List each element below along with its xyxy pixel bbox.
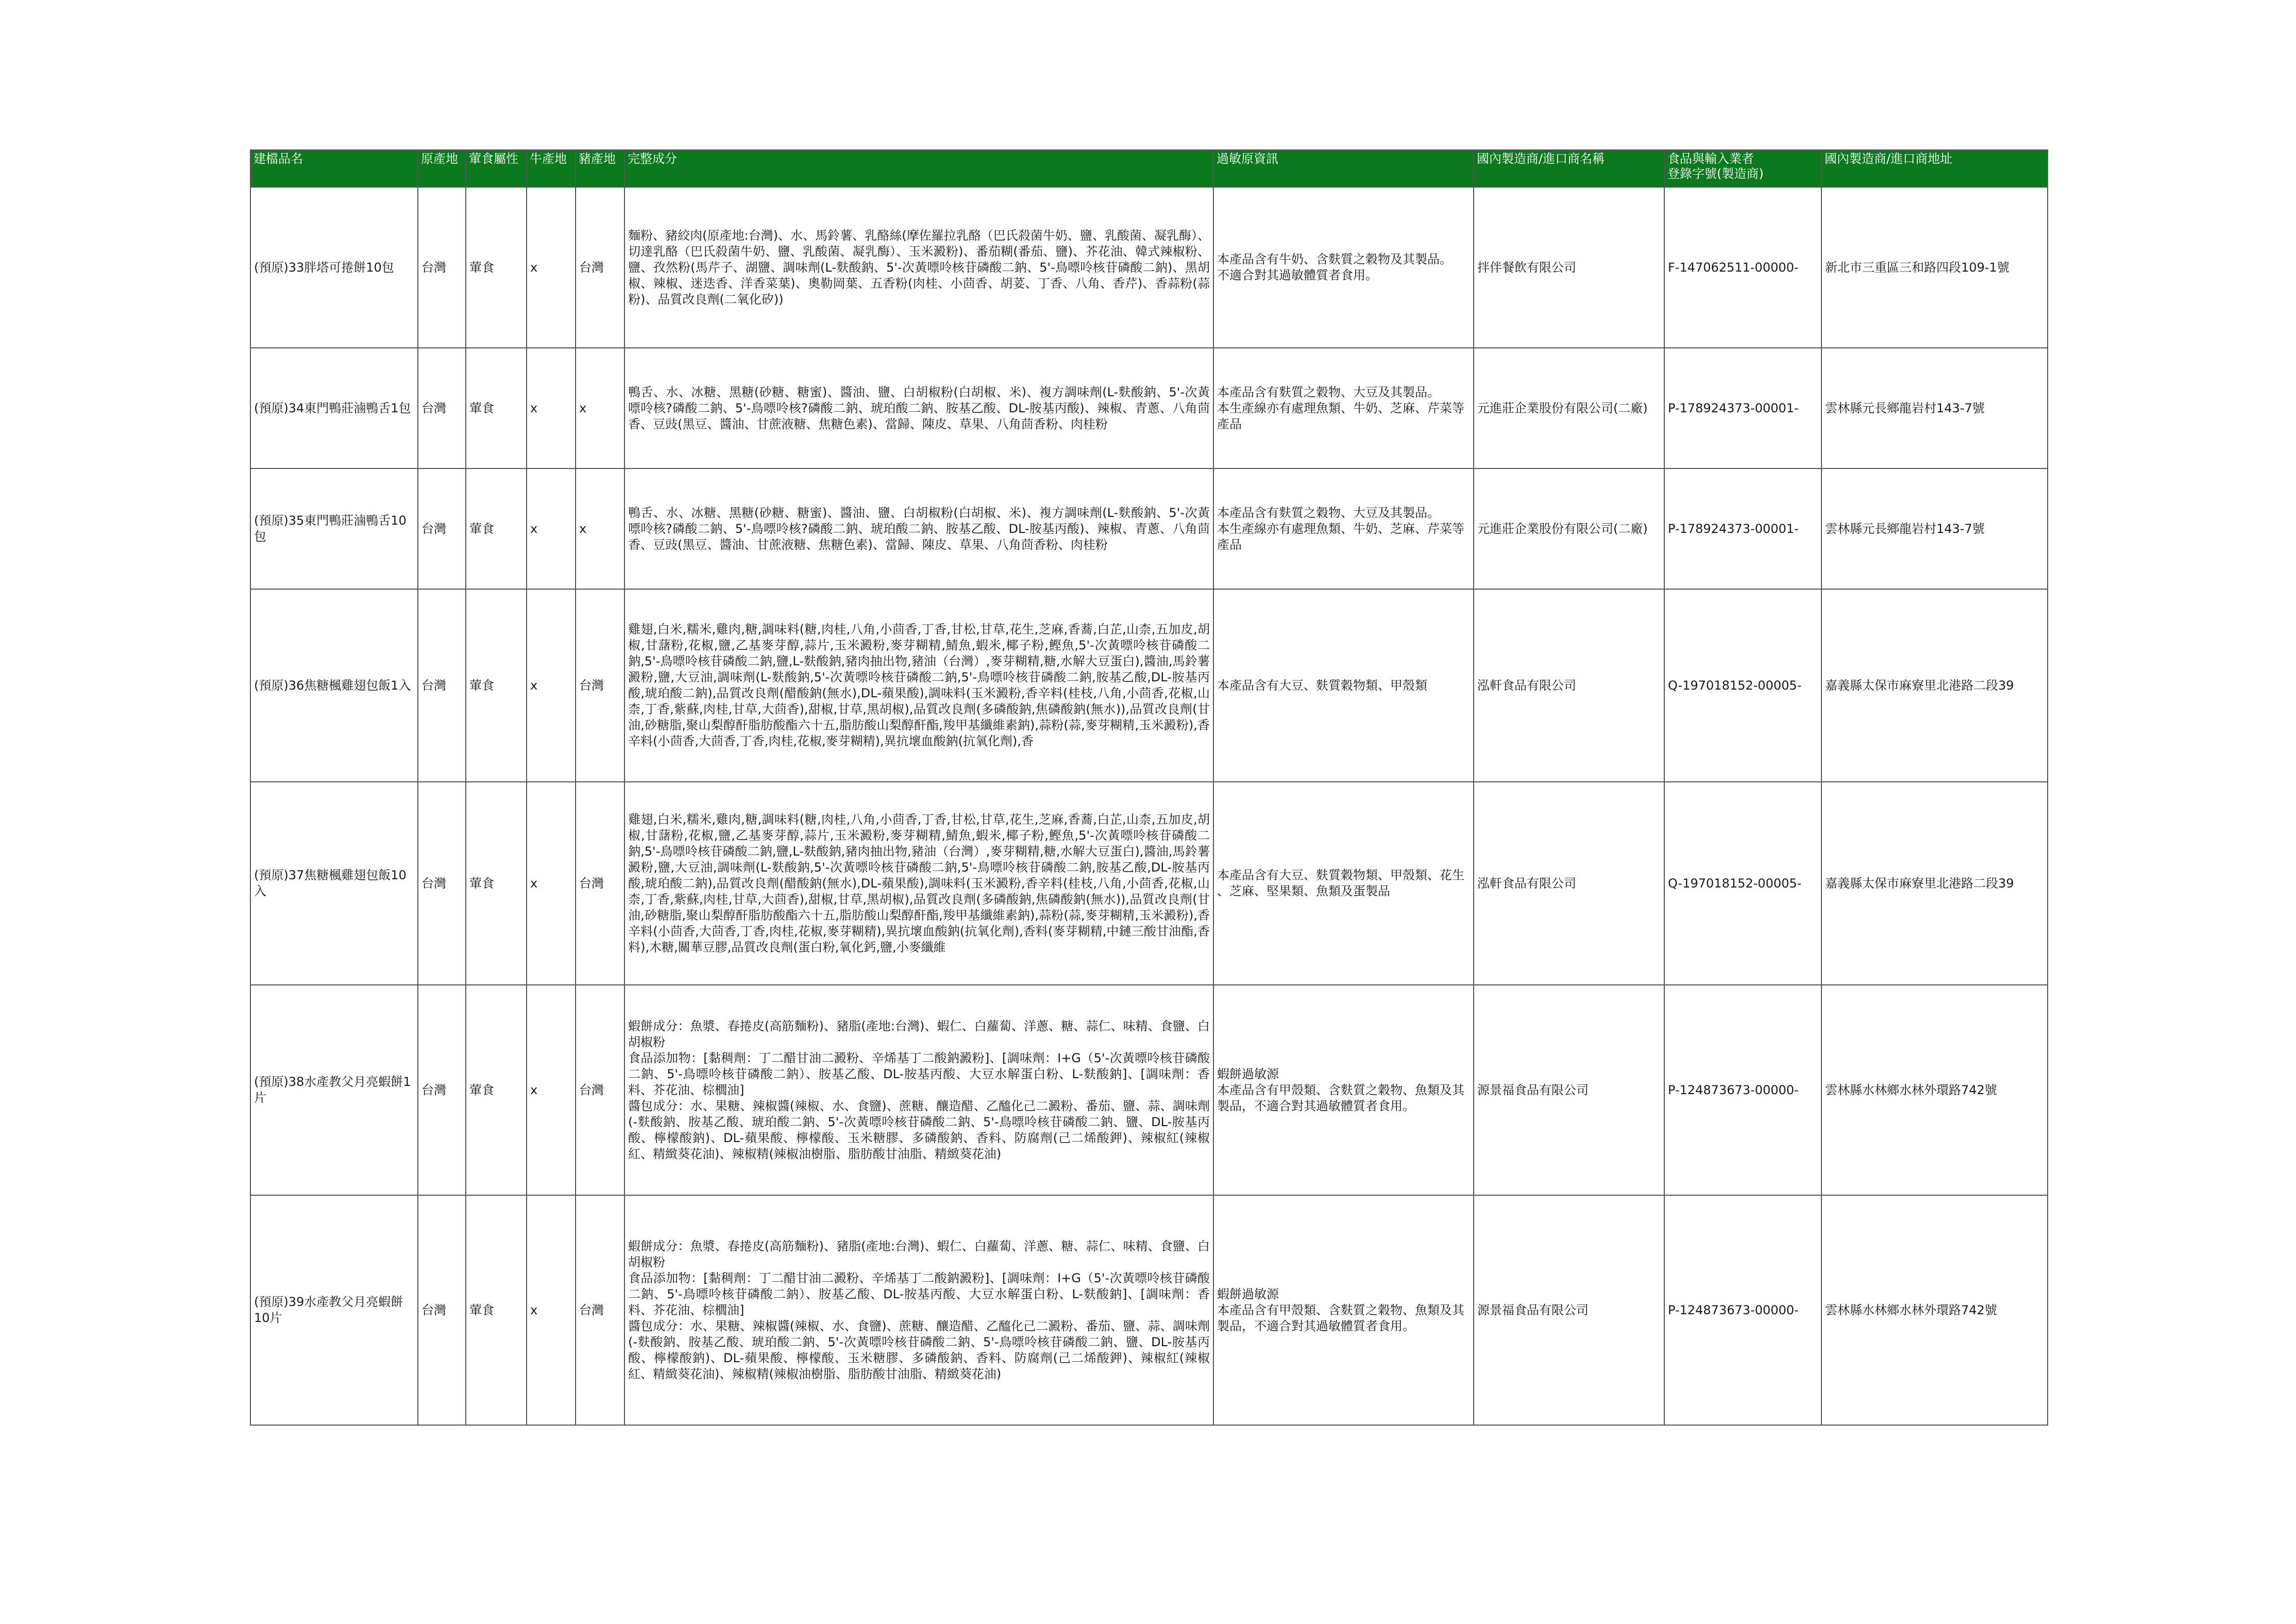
col-header: 食品與輸入業者 登錄字號(製造商) — [1664, 150, 1821, 187]
allergen-info: 本產品含有麩質之穀物、大豆及其製品。 本生產線亦有處理魚類、牛奶、芝麻、芹菜等產品 — [1213, 468, 1474, 589]
allergen-info: 本產品含有大豆、麩質穀物類、甲殼類、花生 、芝麻、堅果類、魚類及蛋製品 — [1213, 782, 1474, 985]
registration-number: Q-197018152-00005- — [1664, 782, 1821, 985]
ingredients: 雞翅,白米,糯米,雞肉,糖,調味料(糖,肉桂,八角,小茴香,丁香,甘松,甘草,花生,芝麻,香蕎,白芷,山柰,五加皮,胡椒,甘藷粉,花椒,鹽,乙基麥芽醇,蒜片,玉米澱粉,麥芽糊精,鯖魚,蝦米,椰子粉,鰹魚,5'-次黃嘌呤核苷磷酸二鈉,5'-鳥嘌呤核苷磷酸二鈉,鹽,L-麩酸鈉,豬肉抽出物,豬油（台灣）,麥芽糊精,糖,水解大豆蛋白),醬油,馬鈴薯澱粉,鹽,大豆油,調味劑(L-麩酸鈉,5'-次黃嘌呤核苷磷酸二鈉,5'-鳥嘌呤核苷磷酸二鈉,胺基乙酸,DL-胺基丙酸,琥珀酸二鈉),品質改良劑(醋酸鈉(無水),DL-蘋果酸),調味料(玉米澱粉,香辛料(桂枝,八角,小茴香,花椒,山柰,丁香,紫蘇,肉桂,甘草,大茴香),甜椒,甘草,黑胡椒),品質改良劑(多磷酸鈉,焦磷酸鈉(無水)),品質改良劑(甘油,砂糖脂,聚山梨醇酐脂肪酸酯六十五,脂肪酸山梨醇酐酯,羧甲基纖維素鈉),蒜粉(蒜,麥芽糊精,玉米澱粉),香辛料(小茴香,大茴香,丁香,肉桂,花椒,麥芽糊精),異抗壞血酸鈉(抗氧化劑),香料(麥芽糊精,中鏈三酸甘油酯,香料),木糖,關華豆膠,品質改良劑(蛋白粉,氧化鈣,鹽,小麥纖維 — [624, 782, 1213, 985]
table-row — [250, 782, 2048, 985]
diet-type: 葷食 — [466, 1195, 527, 1425]
beef-origin: x — [527, 985, 576, 1195]
origin: 台灣 — [418, 187, 466, 348]
registration-number: P-124873673-00000- — [1664, 1195, 1821, 1425]
manufacturer-name: 源景福食品有限公司 — [1474, 985, 1664, 1195]
allergen-info: 本產品含有大豆、麩質穀物類、甲殼類 — [1213, 589, 1474, 782]
allergen-info: 本產品含有牛奶、含麩質之穀物及其製品。 不適合對其過敏體質者食用。 — [1213, 187, 1474, 348]
manufacturer-address: 雲林縣水林鄉水林外環路742號 — [1821, 985, 2048, 1195]
table-row — [250, 985, 2048, 1195]
table-row — [250, 468, 2048, 589]
product-name: (預原)39水產教父月亮蝦餅10片 — [250, 1195, 418, 1425]
beef-origin: x — [527, 782, 576, 985]
diet-type: 葷食 — [466, 985, 527, 1195]
origin: 台灣 — [418, 1195, 466, 1425]
product-name: (預原)34東門鴨莊滷鴨舌1包 — [250, 348, 418, 468]
origin: 台灣 — [418, 468, 466, 589]
origin: 台灣 — [418, 589, 466, 782]
product-name: (預原)33胖塔可捲餅10包 — [250, 187, 418, 348]
col-header: 過敏原資訊 — [1213, 150, 1474, 187]
diet-type: 葷食 — [466, 468, 527, 589]
beef-origin: x — [527, 1195, 576, 1425]
beef-origin: x — [527, 468, 576, 589]
product-name: (預原)35東門鴨莊滷鴨舌10包 — [250, 468, 418, 589]
ingredients: 鴨舌、水、冰糖、黑糖(砂糖、糖蜜)、醬油、鹽、白胡椒粉(白胡椒、米)、複方調味劑(L-麩酸鈉、5'-次黃嘌呤核?磷酸二鈉、5'-鳥嘌呤核?磷酸二鈉、琥珀酸二鈉、胺基乙酸、DL-胺基丙酸)、辣椒、青蔥、八角茴香、豆豉(黑豆、醬油、甘蔗液糖、焦糖色素)、當歸、陳皮、草果、八角茴香粉、肉桂粉 — [624, 468, 1213, 589]
product-name: (預原)36焦糖楓雞翅包飯1入 — [250, 589, 418, 782]
col-header: 完整成分 — [624, 150, 1213, 187]
col-header: 建檔品名 — [250, 150, 418, 187]
col-header: 葷食屬性 — [466, 150, 527, 187]
diet-type: 葷食 — [466, 187, 527, 348]
col-header: 國內製造商/進口商名稱 — [1474, 150, 1664, 187]
table-row — [250, 1195, 2048, 1425]
origin: 台灣 — [418, 985, 466, 1195]
allergen-info: 蝦餅過敏源 本產品含有甲殼類、含麩質之穀物、魚類及其製品，不適合對其過敏體質者食用。 — [1213, 1195, 1474, 1425]
pork-origin: 台灣 — [576, 589, 624, 782]
col-header: 牛產地 — [527, 150, 576, 187]
manufacturer-name: 泓軒食品有限公司 — [1474, 782, 1664, 985]
manufacturer-address: 嘉義縣太保市麻寮里北港路二段39 — [1821, 589, 2048, 782]
product-table — [250, 149, 2048, 1426]
ingredients: 雞翅,白米,糯米,雞肉,糖,調味料(糖,肉桂,八角,小茴香,丁香,甘松,甘草,花生,芝麻,香蕎,白芷,山柰,五加皮,胡椒,甘藷粉,花椒,鹽,乙基麥芽醇,蒜片,玉米澱粉,麥芽糊精,鯖魚,蝦米,椰子粉,鰹魚,5'-次黃嘌呤核苷磷酸二鈉,5'-鳥嘌呤核苷磷酸二鈉,鹽,L-麩酸鈉,豬肉抽出物,豬油（台灣）,麥芽糊精,糖,水解大豆蛋白),醬油,馬鈴薯澱粉,鹽,大豆油,調味劑(L-麩酸鈉,5'-次黃嘌呤核苷磷酸二鈉,5'-鳥嘌呤核苷磷酸二鈉,胺基乙酸,DL-胺基丙酸,琥珀酸二鈉),品質改良劑(醋酸鈉(無水),DL-蘋果酸),調味料(玉米澱粉,香辛料(桂枝,八角,小茴香,花椒,山柰,丁香,紫蘇,肉桂,甘草,大茴香),甜椒,甘草,黑胡椒),品質改良劑(多磷酸鈉,焦磷酸鈉(無水)),品質改良劑(甘油,砂糖脂,聚山梨醇酐脂肪酸酯六十五,脂肪酸山梨醇酐酯,羧甲基纖維素鈉),蒜粉(蒜,麥芽糊精,玉米澱粉),香辛料(小茴香,大茴香,丁香,肉桂,花椒,麥芽糊精),異抗壞血酸鈉(抗氧化劑),香 — [624, 589, 1213, 782]
registration-number: P-178924373-00001- — [1664, 348, 1821, 468]
product-name: (預原)38水產教父月亮蝦餅1片 — [250, 985, 418, 1195]
manufacturer-name: 源景福食品有限公司 — [1474, 1195, 1664, 1425]
table-row — [250, 187, 2048, 348]
pork-origin: 台灣 — [576, 782, 624, 985]
manufacturer-address: 雲林縣元長鄉龍岩村143-7號 — [1821, 468, 2048, 589]
col-header: 豬產地 — [576, 150, 624, 187]
pork-origin: 台灣 — [576, 187, 624, 348]
origin: 台灣 — [418, 348, 466, 468]
origin: 台灣 — [418, 782, 466, 985]
manufacturer-address: 雲林縣水林鄉水林外環路742號 — [1821, 1195, 2048, 1425]
diet-type: 葷食 — [466, 782, 527, 985]
pork-origin: x — [576, 348, 624, 468]
pork-origin: 台灣 — [576, 985, 624, 1195]
beef-origin: x — [527, 348, 576, 468]
pork-origin: x — [576, 468, 624, 589]
manufacturer-address: 嘉義縣太保市麻寮里北港路二段39 — [1821, 782, 2048, 985]
table-row — [250, 348, 2048, 468]
ingredients: 蝦餅成分：魚漿、春捲皮(高筋麵粉)、豬脂(產地:台灣)、蝦仁、白蘿蔔、洋蔥、糖、蒜仁、味精、食鹽、白胡椒粉 食品添加物：[黏稠劑：丁二醋甘油二澱粉、辛烯基丁二酸鈉澱粉]、[調味劑：I+G（5'-次黃嘌呤核苷磷酸二鈉、5'-鳥嘌呤核苷磷酸二鈉）、胺基乙酸、DL-胺基丙酸、大豆水解蛋白粉、L-麩酸鈉]、[調味劑：香料、芥花油、棕櫚油] 醬包成分：水、果糖、辣椒醬(辣椒、水、食鹽)、蔗糖、釀造醋、乙醯化己二澱粉、番茄、鹽、蒜、調味劑(-麩酸鈉、胺基乙酸、琥珀酸二鈉、5'-次黃嘌呤核苷磷酸二鈉、5'-鳥嘌呤核苷磷酸二鈉、鹽、DL-胺基丙酸、檸檬酸鈉)、DL-蘋果酸、檸檬酸、玉米糖膠、多磷酸鈉、香料、防腐劑(己二烯酸鉀)、辣椒紅(辣椒紅、精緻葵花油)、辣椒精(辣椒油樹脂、脂肪酸甘油脂、精緻葵花油) — [624, 985, 1213, 1195]
registration-number: P-124873673-00000- — [1664, 985, 1821, 1195]
col-header: 原產地 — [418, 150, 466, 187]
beef-origin: x — [527, 187, 576, 348]
registration-number: P-178924373-00001- — [1664, 468, 1821, 589]
product-name: (預原)37焦糖楓雞翅包飯10入 — [250, 782, 418, 985]
manufacturer-name: 元進莊企業股份有限公司(二廠) — [1474, 468, 1664, 589]
allergen-info: 蝦餅過敏源 本產品含有甲殼類、含麩質之穀物、魚類及其製品，不適合對其過敏體質者食用。 — [1213, 985, 1474, 1195]
registration-number: F-147062511-00000- — [1664, 187, 1821, 348]
header-row — [250, 150, 2048, 187]
manufacturer-name: 泓軒食品有限公司 — [1474, 589, 1664, 782]
table-row — [250, 589, 2048, 782]
col-header: 國內製造商/進口商地址 — [1821, 150, 2048, 187]
manufacturer-name: 元進莊企業股份有限公司(二廠) — [1474, 348, 1664, 468]
pork-origin: 台灣 — [576, 1195, 624, 1425]
ingredients: 麵粉、豬絞肉(原產地:台灣)、水、馬鈴薯、乳酪絲(摩佐羅拉乳酪（巴氏殺菌牛奶、鹽、乳酸菌、凝乳酶）、切達乳酪（巴氏殺菌牛奶、鹽、乳酸菌、凝乳酶）、玉米澱粉)、番茄糊(番茄、鹽)、芥花油、韓式辣椒粉、鹽、孜然粉(馬芹子、湖鹽、調味劑(L-麩酸鈉、5'-次黃嘌呤核苷磷酸二鈉、5'-鳥嘌呤核苷磷酸二鈉)、黑胡椒、辣椒、迷迭香、洋香菜葉)、奧勒岡葉、五香粉(肉桂、小茴香、胡荽、丁香、八角、香芹)、香蒜粉(蒜粉)、品質改良劑(二氧化矽)) — [624, 187, 1213, 348]
diet-type: 葷食 — [466, 589, 527, 782]
ingredients: 蝦餅成分：魚漿、春捲皮(高筋麵粉)、豬脂(產地:台灣)、蝦仁、白蘿蔔、洋蔥、糖、蒜仁、味精、食鹽、白胡椒粉 食品添加物：[黏稠劑：丁二醋甘油二澱粉、辛烯基丁二酸鈉澱粉]、[調味劑：I+G（5'-次黃嘌呤核苷磷酸二鈉、5'-鳥嘌呤核苷磷酸二鈉）、胺基乙酸、DL-胺基丙酸、大豆水解蛋白粉、L-麩酸鈉]、[調味劑：香料、芥花油、棕櫚油] 醬包成分：水、果糖、辣椒醬(辣椒、水、食鹽)、蔗糖、釀造醋、乙醯化己二澱粉、番茄、鹽、蒜、調味劑(-麩酸鈉、胺基乙酸、琥珀酸二鈉、5'-次黃嘌呤核苷磷酸二鈉、5'-鳥嘌呤核苷磷酸二鈉、鹽、DL-胺基丙酸、檸檬酸鈉)、DL-蘋果酸、檸檬酸、玉米糖膠、多磷酸鈉、香料、防腐劑(己二烯酸鉀)、辣椒紅(辣椒紅、精緻葵花油)、辣椒精(辣椒油樹脂、脂肪酸甘油脂、精緻葵花油) — [624, 1195, 1213, 1425]
manufacturer-address: 雲林縣元長鄉龍岩村143-7號 — [1821, 348, 2048, 468]
ingredients: 鴨舌、水、冰糖、黑糖(砂糖、糖蜜)、醬油、鹽、白胡椒粉(白胡椒、米)、複方調味劑(L-麩酸鈉、5'-次黃嘌呤核?磷酸二鈉、5'-鳥嘌呤核?磷酸二鈉、琥珀酸二鈉、胺基乙酸、DL-胺基丙酸)、辣椒、青蔥、八角茴香、豆豉(黑豆、醬油、甘蔗液糖、焦糖色素)、當歸、陳皮、草果、八角茴香粉、肉桂粉 — [624, 348, 1213, 468]
manufacturer-name: 拌伴餐飲有限公司 — [1474, 187, 1664, 348]
manufacturer-address: 新北市三重區三和路四段109-1號 — [1821, 187, 2048, 348]
allergen-info: 本產品含有麩質之穀物、大豆及其製品。 本生產線亦有處理魚類、牛奶、芝麻、芹菜等產品 — [1213, 348, 1474, 468]
diet-type: 葷食 — [466, 348, 527, 468]
registration-number: Q-197018152-00005- — [1664, 589, 1821, 782]
beef-origin: x — [527, 589, 576, 782]
